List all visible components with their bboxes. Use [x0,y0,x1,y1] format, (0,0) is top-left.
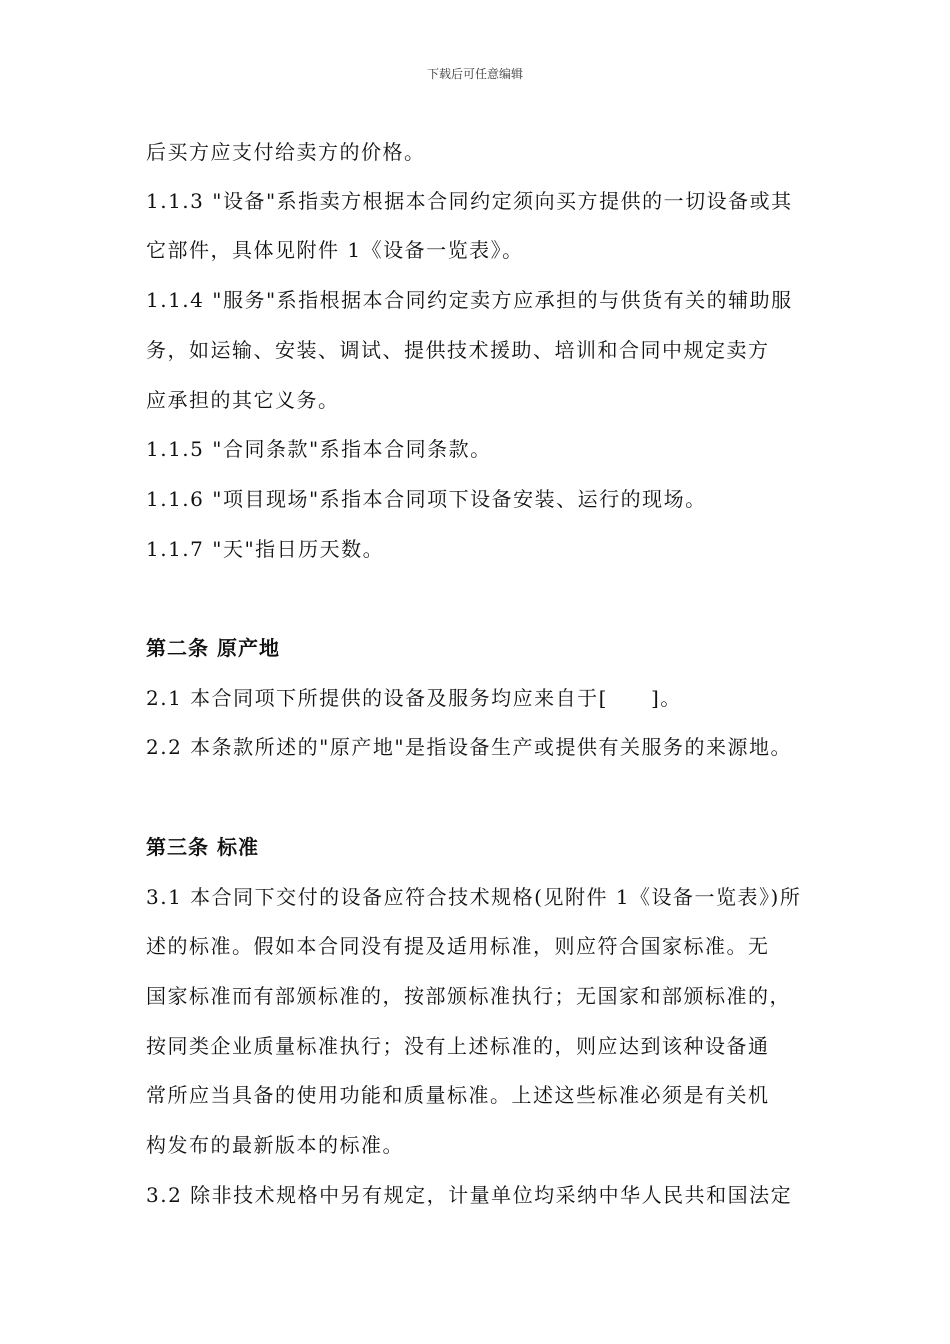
clause-3-1-continued-1: 述的标准。假如本合同没有提及适用标准，则应符合国家标准。无 [146,934,770,958]
clause-1-1-3: 1.1.3 "设备"系指卖方根据本合同约定须向买方提供的一切设备或其 [146,189,793,213]
clause-3-1-continued-2: 国家标准而有部颁标准的，按部颁标准执行；无国家和部颁标准的， [146,984,791,1008]
body-line-continuation: 后买方应支付给卖方的价格。 [146,140,426,164]
clause-1-1-6: 1.1.6 "项目现场"系指本合同项下设备安装、运行的现场。 [146,487,707,511]
clause-3-1-continued-4: 常所应当具备的使用功能和质量标准。上述这些标准必须是有关机 [146,1083,770,1107]
clause-1-1-4: 1.1.4 "服务"系指根据本合同约定卖方应承担的与供货有关的辅助服 [146,288,793,312]
clause-1-1-7: 1.1.7 "天"指日历天数。 [146,537,385,561]
clause-3-1: 3.1 本合同下交付的设备应符合技术规格(见附件 1《设备一览表》)所 [146,885,802,909]
section-heading-standards: 第三条 标准 [146,835,259,859]
clause-1-1-4-end: 应承担的其它义务。 [146,388,340,412]
section-heading-origin: 第二条 原产地 [146,636,280,660]
clause-3-2: 3.2 除非技术规格中另有规定，计量单位均采纳中华人民共和国法定 [146,1183,793,1207]
clause-1-1-3-continued: 它部件，具体见附件 1《设备一览表》。 [146,238,524,262]
clause-2-1: 2.1 本合同项下所提供的设备及服务均应来自于[ ]。 [146,686,682,710]
page-header-note: 下载后可任意编辑 [426,67,523,81]
clause-3-1-end: 构发布的最新版本的标准。 [146,1133,404,1157]
clause-3-1-continued-3: 按同类企业质量标准执行；没有上述标准的，则应达到该种设备通 [146,1034,770,1058]
clause-2-2: 2.2 本条款所述的"原产地"是指设备生产或提供有关服务的来源地。 [146,735,793,759]
clause-1-1-5: 1.1.5 "合同条款"系指本合同条款。 [146,437,492,461]
clause-1-1-4-continued: 务，如运输、安装、调试、提供技术援助、培训和合同中规定卖方 [146,338,770,362]
